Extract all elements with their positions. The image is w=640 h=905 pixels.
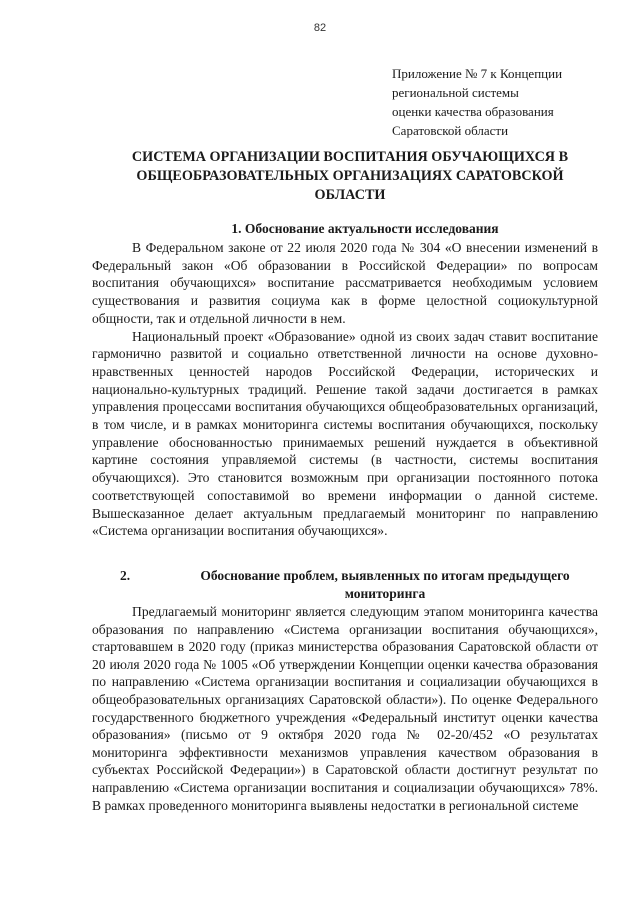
- section-2-number: 2.: [120, 568, 131, 583]
- section-2-heading-text: Обоснование проблем, выявленных по итогам предыдущего мониторинга: [200, 568, 570, 601]
- section-2-body: [92, 603, 598, 814]
- document-title: [100, 148, 600, 205]
- appendix-line: оценки качества образования: [392, 104, 554, 119]
- appendix-line: региональной системы: [392, 85, 519, 100]
- paragraph: Предлагаемый мониторинг является следующим этапом мониторинга качества образования по направлению «Система организации воспитания обучающихся», стартовавшем в 2020 году (приказ министерства образования Саратовской области от 20 июля 2020 года № 1005 «Об утверждении Концепции оценки качества образования по направлению «Система организации воспитания и социализации обучающихся в общеобразовательных организациях Саратовской области»). По оценке Федерального государственного бюджетного учреждения «Федеральный институт оценки качества образования» (письмо от 9 октября 2020 года № 02-20/452 «О результатах мониторинга эффективности механизмов управления качеством образования в субъектах Российской Федерации») в Саратовской области достигнут результат по направлению «Система организации воспитания и социализации обучающихся» 78%. В рамках проведенного мониторинга выявлены недостатки в региональной системе: [92, 604, 598, 813]
- paragraph: В Федеральном законе от 22 июля 2020 года № 304 «О внесении изменений в Федеральный закон «Об образовании в Российской Федерации» по вопросам воспитания обучающихся» воспитание рассматривается необходимым условием существования и развития социума как в форме целостной социокультурной общности, так и отдельной личности в нем.: [92, 240, 598, 326]
- title-line: ОБЩЕОБРАЗОВАТЕЛЬНЫХ ОРГАНИЗАЦИЯХ САРАТОВСКОЙ: [136, 168, 564, 184]
- title-line: СИСТЕМА ОРГАНИЗАЦИИ ВОСПИТАНИЯ ОБУЧАЮЩИХСЯ В: [131, 149, 569, 165]
- paragraph: Национальный проект «Образование» одной из своих задач ставит воспитание гармонично развитой и социально ответственной личности на основе духовно-нравственных ценностей народов Российской Федерации, исторических и национально-культурных традиций. Решение такой задачи достигается в рамках управления процессами воспитания обучающихся общеобразовательных организаций, в том числе, и в рамках мониторинга системы воспитания обучающихся, поскольку управление обоснованностью принимаемых решений нуждается в объективной картине состояния управляемой системы (в частности, системы воспитания обучающихся). Это становится возможным при организации постоянного потока соответствующей сопоставимой во времени информации о данной системе. Вышесказанное делает актуальным предлагаемый мониторинг по направлению «Система организации воспитания обучающихся».: [92, 328, 598, 539]
- appendix-note: [392, 64, 612, 140]
- title-line: ОБЛАСТИ: [314, 187, 386, 203]
- appendix-line: Саратовской области: [392, 123, 509, 138]
- section-1-heading: 1. Обоснование актуальности исследования: [231, 221, 499, 236]
- appendix-line: Приложение № 7 к Концепции: [392, 66, 563, 81]
- page-number: 82: [313, 22, 327, 34]
- section-2-heading: [120, 567, 600, 603]
- section-1-body: [92, 239, 598, 540]
